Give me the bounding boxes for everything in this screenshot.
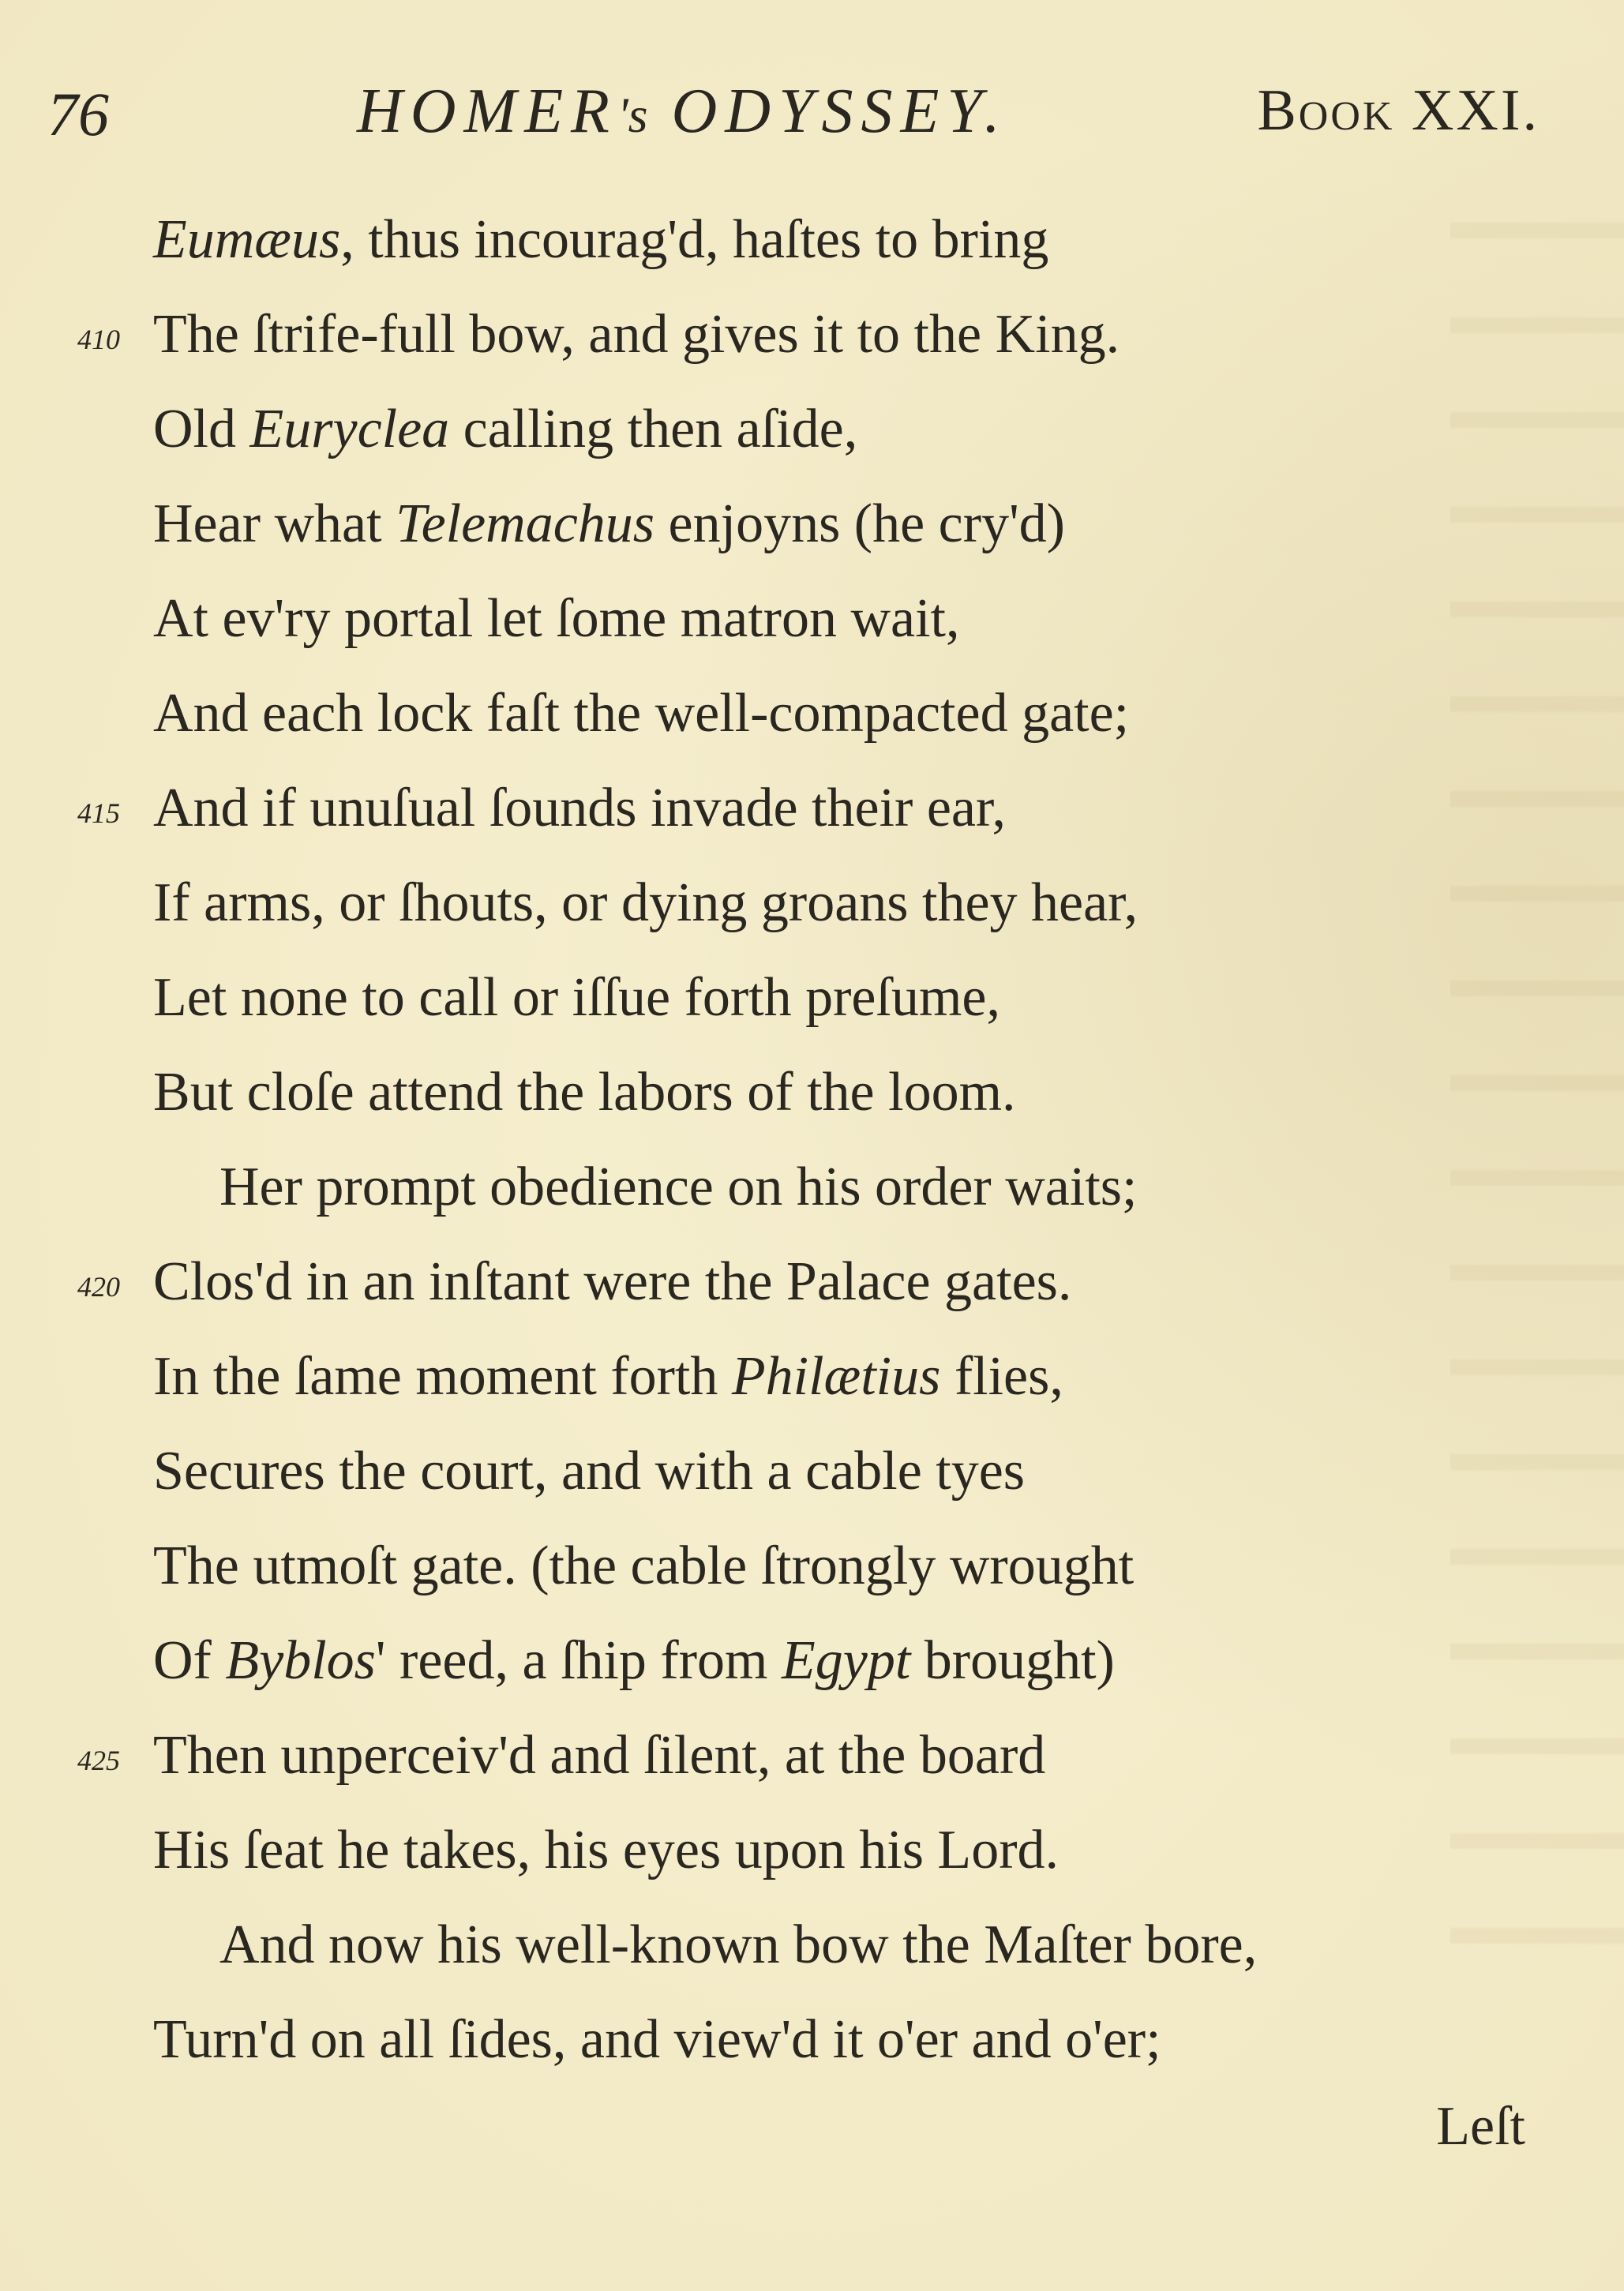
line-text	[153, 477, 1065, 572]
line-text	[153, 382, 857, 477]
line-text	[153, 1993, 1161, 2087]
running-title	[357, 76, 1008, 148]
catchword: Leſt	[1436, 2096, 1525, 2157]
italic-name: Euryclea	[249, 399, 450, 459]
text-segment: But cloſe attend the labors of the loom.	[153, 1062, 1016, 1123]
line-text	[153, 1235, 1071, 1329]
text-segment: Her prompt obedience on his order waits;	[219, 1157, 1138, 1217]
line-text	[153, 1045, 1016, 1140]
text-segment: The utmoſt gate. (the cable ſtrongly wrought	[153, 1535, 1135, 1596]
line-number: 415	[77, 797, 120, 829]
verse-line	[0, 572, 1624, 666]
verse-block	[0, 193, 1624, 2087]
text-segment: The ſtrife-full bow, and gives it to the King.	[153, 304, 1120, 365]
line-text	[153, 572, 960, 666]
line-number: 420	[77, 1271, 120, 1303]
line-text	[153, 951, 1000, 1045]
verse-line	[0, 1519, 1624, 1614]
verse-line	[0, 1803, 1624, 1898]
text-segment: Old	[153, 399, 250, 459]
text-segment: Clos'd in an inſtant were the Palace gates.	[153, 1251, 1072, 1312]
italic-name: Philætius	[731, 1346, 941, 1407]
text-segment: His ſeat he takes, his eyes upon his Lord.	[153, 1820, 1060, 1880]
text-segment: Hear what	[153, 493, 396, 554]
line-text	[153, 666, 1129, 761]
text-segment: Secures the court, and with a cable tyes	[153, 1441, 1026, 1502]
italic-name: Telemachus	[396, 493, 655, 554]
verse-line	[0, 761, 1624, 856]
text-segment: enjoyns (he cry'd)	[654, 493, 1065, 554]
verse-line	[0, 287, 1624, 382]
running-header	[47, 76, 1540, 163]
running-title-main: HOMER	[357, 77, 617, 146]
verse-line	[0, 1045, 1624, 1140]
text-segment: calling then aſide,	[449, 399, 858, 459]
text-segment: And now his well-known bow the Maſter bore,	[219, 1914, 1258, 1975]
verse-line	[0, 1424, 1624, 1519]
line-number: 410	[77, 324, 120, 355]
text-segment: Then unperceiv'd and ſilent, at the board	[153, 1725, 1046, 1786]
verse-line	[0, 477, 1624, 572]
line-text	[153, 287, 1120, 382]
running-title-rest: ODYSSEY.	[671, 77, 1008, 146]
book-label: Book XXI.	[1257, 78, 1540, 143]
page-number: 76	[47, 80, 109, 148]
line-text	[153, 761, 1006, 856]
verse-line	[0, 1898, 1624, 1993]
verse-line	[0, 1993, 1624, 2087]
text-segment: flies,	[940, 1346, 1063, 1407]
italic-name: Egypt	[782, 1630, 911, 1691]
line-text	[153, 856, 1138, 951]
line-text	[153, 1614, 1115, 1708]
verse-line	[0, 666, 1624, 761]
verse-line	[0, 1614, 1624, 1708]
text-segment: , thus incourag'd, haſtes to bring	[340, 209, 1049, 270]
line-text	[153, 1329, 1063, 1424]
text-segment: Turn'd on all ſides, and view'd it o'er and o'er;	[153, 2009, 1161, 2070]
line-text	[219, 1140, 1137, 1235]
verse-line	[0, 1329, 1624, 1424]
line-text	[153, 1708, 1045, 1803]
text-segment: brought)	[910, 1630, 1115, 1691]
italic-name: Eumæus	[153, 209, 341, 270]
italic-name: Byblos	[225, 1630, 376, 1691]
line-text	[219, 1898, 1257, 1993]
line-text	[153, 1519, 1134, 1614]
text-segment: If arms, or ſhouts, or dying groans they hear,	[153, 872, 1138, 933]
verse-line	[0, 951, 1624, 1045]
verse-line	[0, 193, 1624, 287]
line-text	[153, 193, 1048, 287]
text-segment: And if unuſual ſounds invade their ear,	[153, 778, 1006, 838]
text-segment: And each lock faſt the well-compacted gate;	[153, 683, 1130, 744]
verse-line	[0, 856, 1624, 951]
text-segment: At ev'ry portal let ſome matron wait,	[153, 588, 960, 649]
line-number: 425	[77, 1745, 120, 1776]
verse-line	[0, 1235, 1624, 1329]
text-segment: Let none to call or iſſue forth preſume,	[153, 967, 1000, 1028]
line-text	[153, 1803, 1059, 1898]
text-segment: In the ſame moment forth	[153, 1346, 732, 1407]
text-segment: Of	[153, 1630, 226, 1691]
text-segment: ' reed, a ſhip from	[375, 1630, 782, 1691]
line-text	[153, 1424, 1025, 1519]
verse-line	[0, 1708, 1624, 1803]
running-title-possessive: 's	[617, 87, 648, 143]
verse-line	[0, 1140, 1624, 1235]
verse-line	[0, 382, 1624, 477]
